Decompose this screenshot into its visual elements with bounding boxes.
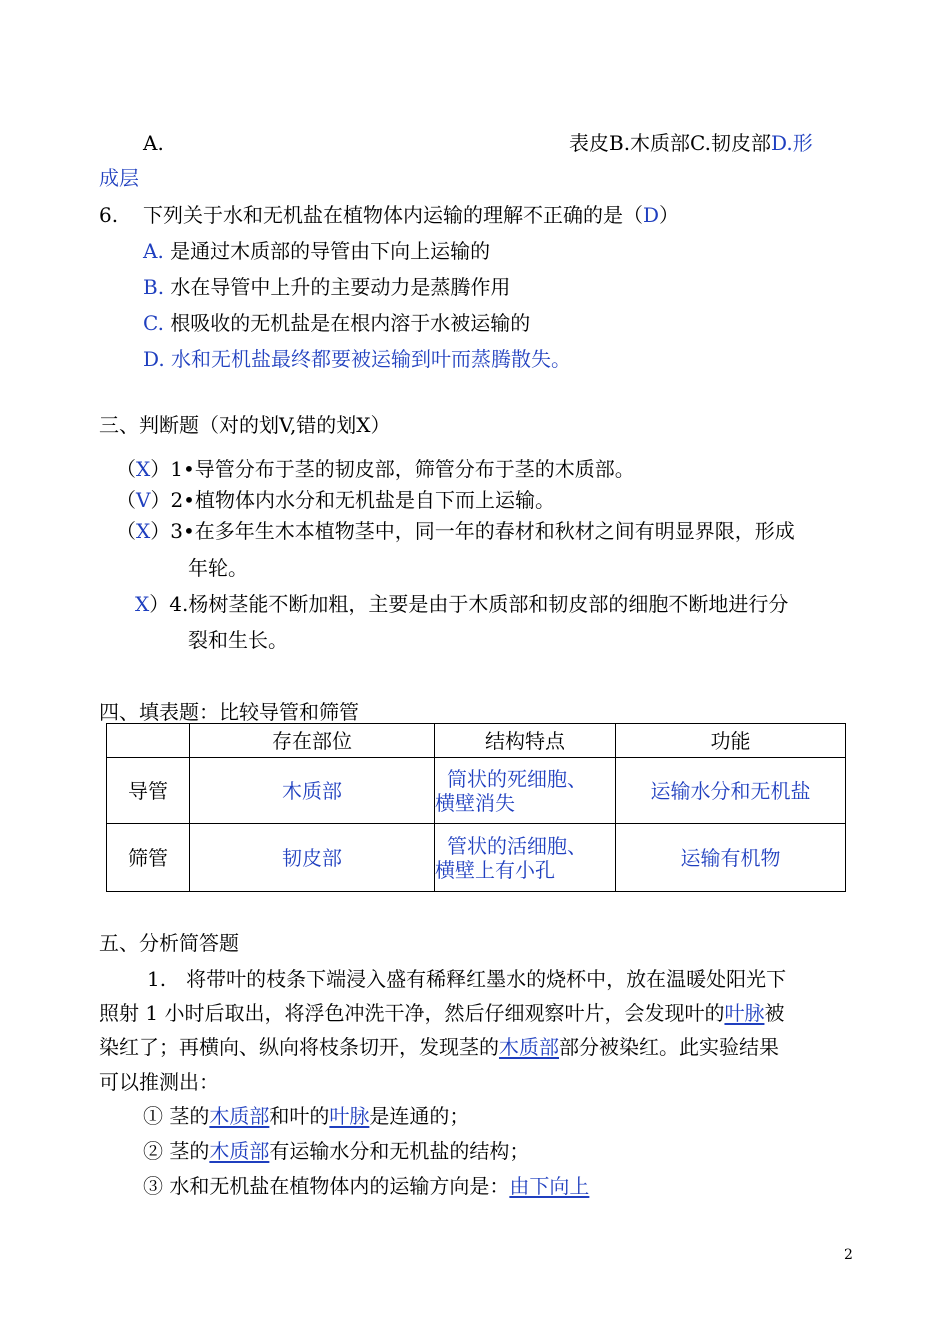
row-function: 运输水分和无机盐	[616, 758, 846, 824]
row-name: 导管	[107, 758, 190, 824]
tf-item-2	[116, 488, 555, 512]
row-location: 木质部	[190, 758, 435, 824]
row-structure	[435, 758, 616, 824]
q6-stem	[143, 203, 679, 227]
tf-item-1	[116, 457, 635, 481]
tf-bracket-close: ）	[150, 457, 171, 481]
q6-stem-text: 下列关于水和无机盐在植物体内运输的理解不正确的是（	[143, 203, 643, 227]
tf-bracket-open: （	[116, 457, 136, 481]
row-location: 韧皮部	[190, 824, 435, 892]
q6-option-letter: B.	[143, 275, 165, 299]
q6-option-d	[143, 347, 571, 371]
conclusion-number: ③	[143, 1174, 163, 1198]
row-structure-line1: 管状的活细胞、	[447, 833, 587, 858]
tf-text: 4.杨树茎能不断加粗，主要是由于木质部和韧皮部的细胞不断地进行分	[169, 592, 789, 616]
conclusion-number: ①	[143, 1104, 163, 1128]
table-header-row	[107, 724, 846, 758]
s5-text: 水和无机盐在植物体内的运输方向是：	[169, 1174, 510, 1198]
conclusion-1	[143, 1104, 469, 1128]
table-row	[107, 824, 846, 892]
table-row	[107, 758, 846, 824]
conclusion-2	[143, 1139, 529, 1163]
s5-text: 被	[764, 1001, 785, 1025]
q6-option-c	[143, 311, 530, 335]
table-header-cell: 结构特点	[435, 724, 616, 758]
q5-option-d-cont: 成层	[99, 166, 139, 190]
q6-option-text: 根吸收的无机盐是在根内溶于水被运输的	[170, 311, 531, 335]
tf-mark: X	[136, 519, 151, 543]
tf-mark: V	[136, 488, 151, 512]
row-structure-line1: 筒状的死细胞、	[447, 766, 587, 791]
tf-bracket-close: ）	[150, 488, 171, 512]
answer-leaf-vein: 叶脉	[329, 1104, 370, 1128]
tf-bracket-open: （	[116, 488, 136, 512]
section3-title: 三、判断题（对的划V,错的划X）	[99, 413, 391, 437]
section5-title: 五、分析简答题	[99, 931, 239, 955]
table-header-cell: 存在部位	[190, 724, 435, 758]
q6-option-letter: C.	[143, 311, 164, 335]
s5-text: 染红了；再横向、纵向将枝条切开，发现茎的	[99, 1035, 499, 1059]
q6-option-letter: D.	[143, 347, 165, 371]
answer-leaf-vein: 叶脉	[724, 1001, 765, 1025]
tf-item-4	[135, 592, 788, 616]
tf-bracket-close: ）	[149, 592, 170, 616]
s5-text: 照射 1 小时后取出，将浮色冲洗干净，然后仔细观察叶片，会发现叶的	[99, 1001, 725, 1025]
tf-item-3	[116, 519, 795, 543]
s5-para-line4: 可以推测出：	[99, 1070, 219, 1094]
q6-option-letter: A.	[143, 239, 164, 263]
row-structure-line2: 横壁上有小孔	[435, 857, 555, 882]
answer-xylem: 木质部	[499, 1035, 559, 1059]
table-header-cell	[107, 724, 190, 758]
conclusion-3	[143, 1174, 589, 1198]
answer-xylem: 木质部	[209, 1104, 270, 1128]
q6-answer: D	[643, 203, 660, 227]
q6-stem-close: ）	[659, 203, 680, 227]
section4-title: 四、填表题：比较导管和筛管	[99, 700, 359, 724]
comparison-table	[106, 723, 846, 892]
row-structure-line2: 横壁消失	[435, 790, 515, 815]
answer-xylem: 木质部	[209, 1139, 270, 1163]
s5-text: 有运输水分和无机盐的结构；	[269, 1139, 530, 1163]
page-number: 2	[844, 1247, 853, 1263]
q6-option-text: 水和无机盐最终都要被运输到叶而蒸腾散失。	[171, 347, 572, 371]
s5-text: 部分被染红。此实验结果	[559, 1035, 779, 1059]
table-header-cell: 功能	[616, 724, 846, 758]
tf-bracket-close: ）	[150, 519, 171, 543]
s5-para-line3	[99, 1035, 779, 1059]
q6-option-a	[143, 239, 490, 263]
answer-direction: 由下向上	[509, 1174, 590, 1198]
q6-number: 6.	[99, 203, 119, 227]
s5-para-line1: 1. 将带叶的枝条下端浸入盛有稀释红墨水的烧杯中，放在温暖处阳光下	[147, 967, 787, 991]
s5-text: 茎的	[169, 1104, 210, 1128]
tf-text: 2•植物体内水分和无机盐是自下而上运输。	[170, 488, 555, 512]
s5-text: 是连通的；	[369, 1104, 470, 1128]
tf-text: 3•在多年生木本植物茎中，同一年的春材和秋材之间有明显界限，形成	[170, 519, 795, 543]
q5-option-d: D.形	[771, 131, 813, 155]
row-structure	[435, 824, 616, 892]
s5-text: 茎的	[169, 1139, 210, 1163]
q5-option-bc-text: 表皮B.木质部C.韧皮部	[569, 131, 772, 155]
q5-options-bc	[569, 131, 813, 155]
tf-item-3-cont: 年轮。	[188, 556, 248, 580]
s5-text: 和叶的	[269, 1104, 330, 1128]
row-name: 筛管	[107, 824, 190, 892]
tf-item-4-cont: 裂和生长。	[188, 628, 288, 652]
tf-mark: X	[135, 592, 150, 616]
s5-para-line2	[99, 1001, 784, 1025]
q6-option-text: 水在导管中上升的主要动力是蒸腾作用	[170, 275, 511, 299]
q6-option-text: 是通过木质部的导管由下向上运输的	[170, 239, 491, 263]
tf-text: 1•导管分布于茎的韧皮部，筛管分布于茎的木质部。	[170, 457, 635, 481]
tf-mark: X	[136, 457, 151, 481]
conclusion-number: ②	[143, 1139, 163, 1163]
q5-option-a: A.	[143, 131, 164, 155]
q6-option-b	[143, 275, 510, 299]
tf-bracket-open: （	[116, 519, 136, 543]
row-function: 运输有机物	[616, 824, 846, 892]
